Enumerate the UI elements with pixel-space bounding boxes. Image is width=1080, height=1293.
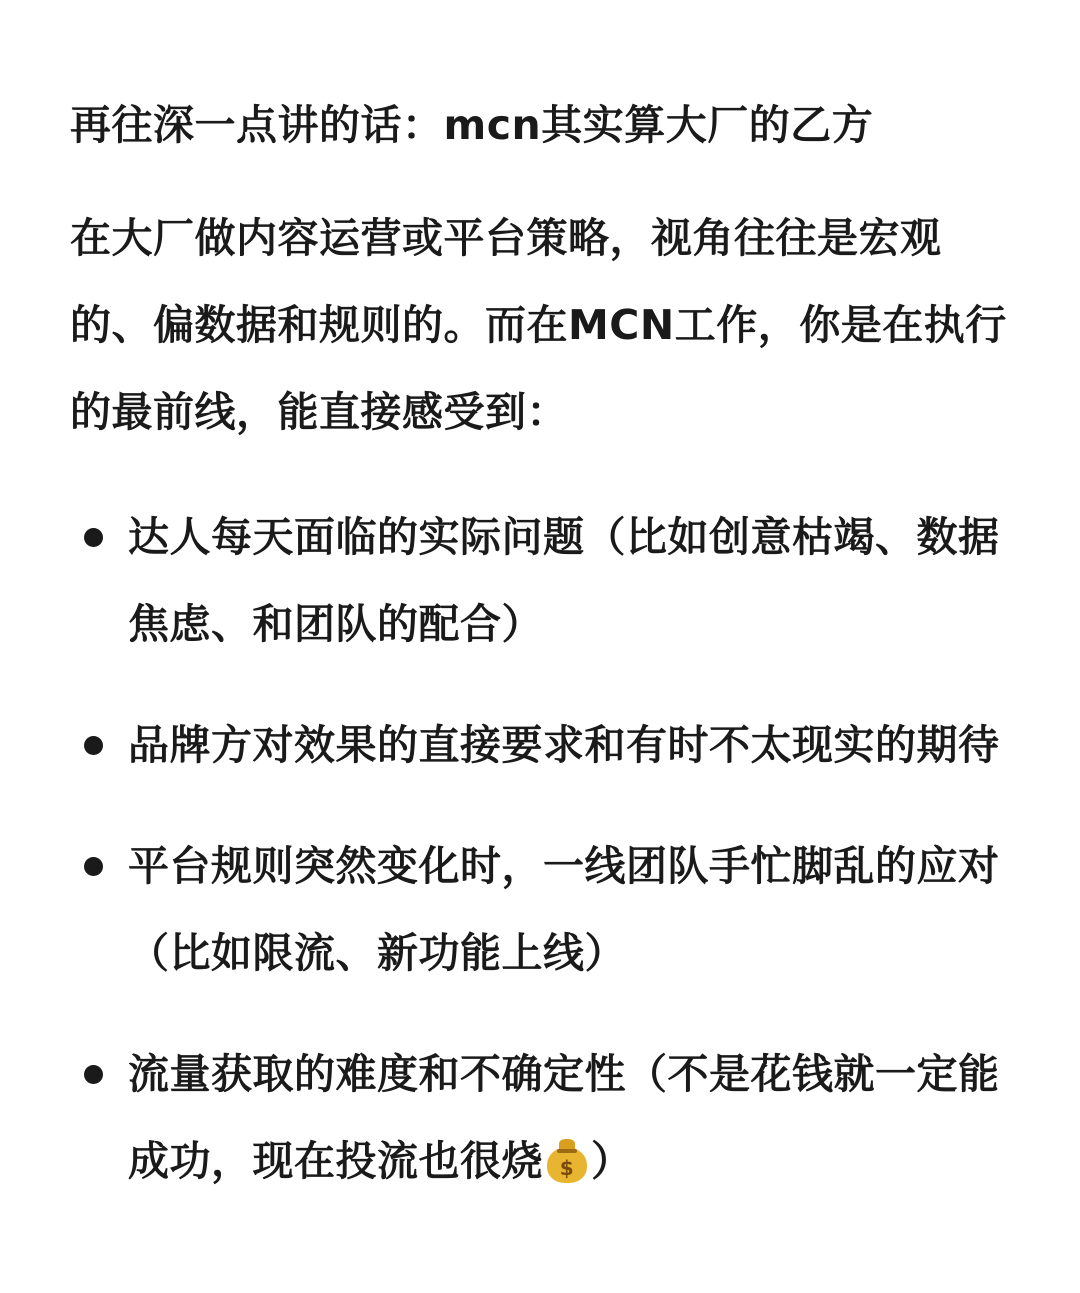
bullet-dot-icon (84, 857, 103, 876)
list-item (70, 702, 1020, 789)
bullet-list (70, 494, 1020, 1205)
bullet-dot-icon (84, 528, 103, 547)
list-item (70, 823, 1020, 997)
money-bag-icon: $ (545, 1135, 589, 1183)
bullet-dot-icon (84, 736, 103, 755)
post-body (70, 82, 1020, 1205)
context-paragraph: 在大厂做内容运营或平台策略，视角往往是宏观的、偏数据和规则的。而在MCN工作，你是在执行的最前线，能直接感受到： (70, 214, 1007, 436)
list-item (70, 1031, 1020, 1205)
list-item-text: 流量获取的难度和不确定性（不是花钱就一定能成功，现在投流也很烧 (128, 1050, 1000, 1185)
intro-heading: 再往深一点讲的话：mcn其实算大厂的乙方 (70, 101, 874, 149)
bullet-dot-icon (84, 1065, 103, 1084)
list-item-text: 平台规则突然变化时，一线团队手忙脚乱的应对（比如限流、新功能上线） (128, 842, 1000, 977)
list-item-text: 达人每天面临的实际问题（比如创意枯竭、数据焦虑、和团队的配合） (128, 513, 1000, 648)
list-item (70, 494, 1020, 668)
list-item-text-tail: ） (591, 1137, 633, 1185)
list-item-text: 品牌方对效果的直接要求和有时不太现实的期待 (128, 721, 1000, 769)
